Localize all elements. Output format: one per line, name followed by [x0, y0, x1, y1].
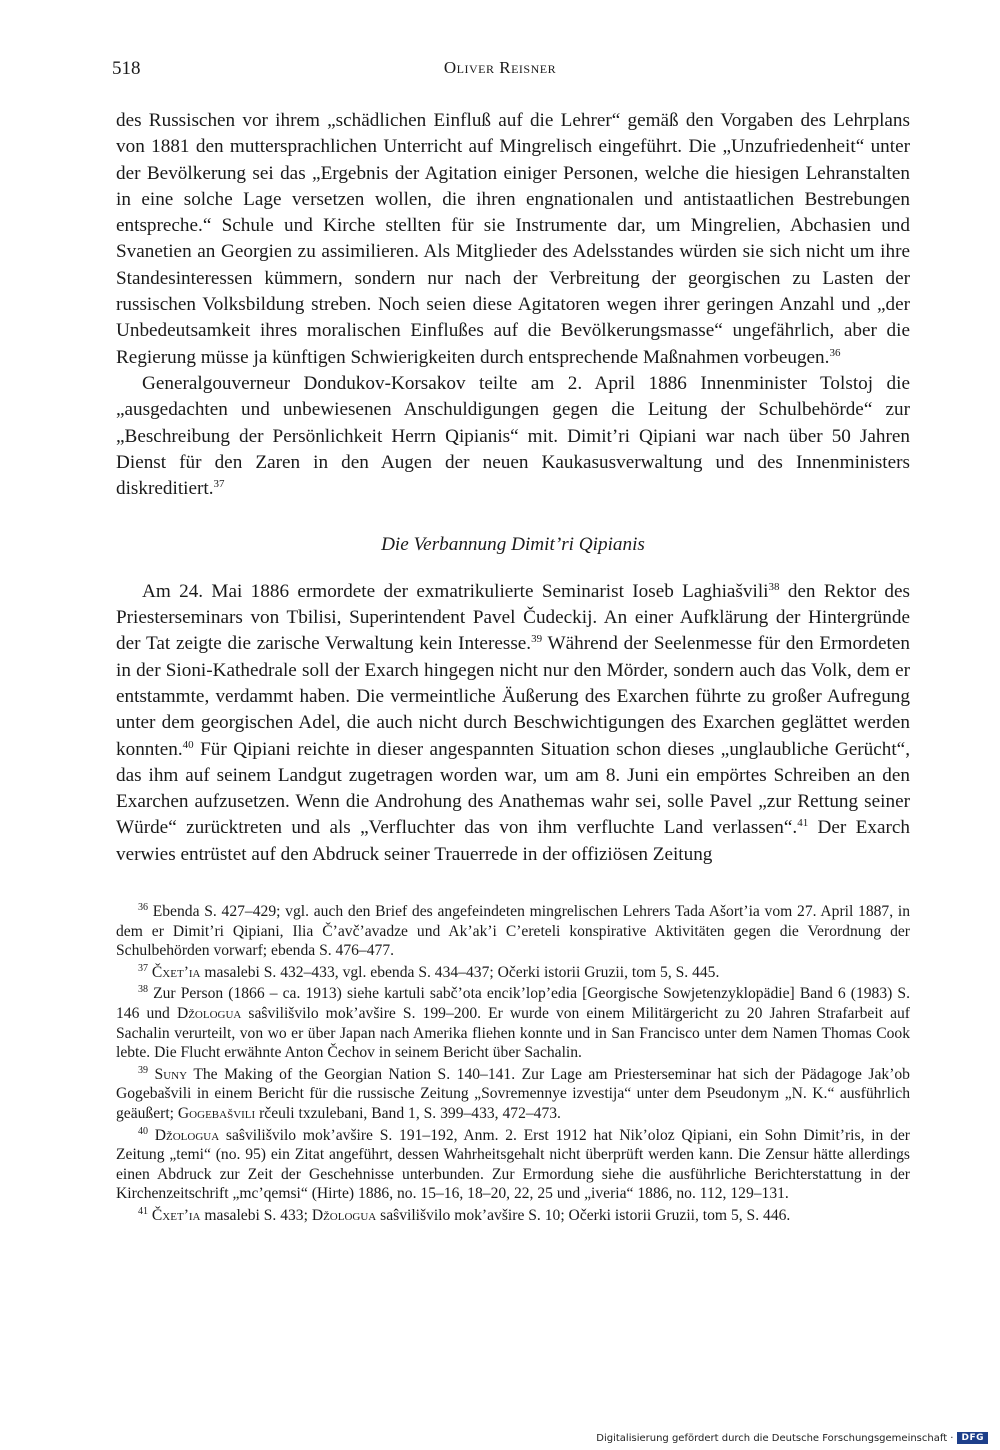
author-name: Čxet’ia	[151, 963, 201, 981]
main-text	[116, 108, 910, 868]
footnote-ref-40: 40	[182, 738, 194, 751]
footnote-39	[116, 1065, 910, 1124]
footnote-text: saŝvilišvilo mok’avšire S. 10; Očerki istorii Gruzii, tom 5, S. 446.	[376, 1206, 791, 1224]
paragraph-3-text-d: Für Qipiani reichte in dieser angespannten Situation schon dieses „unglaubliche Gerücht“, das ihm auf seinem Landgut zugetragen worden war, um am 8. Juni ein empörtes Schreiben an den Exarchen aufzusetzen. Wenn die Androhung des Anathemas wahr sei, solle Pavel „zur Rettung seiner Würde“ zurücktreten und als „Verfluchter das von ihm verfluchte Land verlassen“.	[116, 738, 910, 839]
running-head: Oliver Reisner	[443, 58, 557, 77]
footnote-ref-37: 37	[213, 478, 225, 491]
footnote-text: Zur Person (1866 – ca. 1913) siehe kartuli sabč’ota encik’lop’edia [Georgische Sowjetenzyklopädie] Band 6 (1983) S. 146 und	[116, 985, 910, 1022]
author-name: Suny	[154, 1065, 188, 1083]
footnote-text: Ebenda S. 427–429; vgl. auch den Brief des angefeindeten mingrelischen Lehrers Tada Ašort’ia vom 27. April 1887, in dem er Dimit’ri Qipiani, Ilia Č’avč’avadze und Ak’ak’i C’ereteli konspirative Aktivitäten gegen die Verordnung der Schulbehörden vorwarf; ebenda S. 476–477.	[116, 903, 910, 960]
footnote-text: The Making of the Georgian Nation S. 140–141. Zur Lage am Priesterseminar hat sich der Pädagoge Jak’ob Gogebašvili in einem Bericht für die russische Zeitung „Sovremennye izvestija“ unter dem Pseudonym „N. K.“ ausführlich geäußert;	[116, 1065, 910, 1122]
paragraph-3-text-a: Am 24. Mai 1886 ermordete der exmatrikulierte Seminarist Ioseb Laghiašvili	[142, 580, 769, 602]
footnote-number: 38	[138, 984, 148, 996]
author-name: Čxet’ia	[151, 1206, 201, 1224]
footnote-text: saŝvilišvilo mok’avšire S. 199–200. Er wurde von einem Militärgericht zu 20 Jahren Strafarbeit auf Sachalin verurteilt, von wo er über Japan nach Amerika fliehen konnte und in San Francisco unter dem Namen Thomas Cook lebte. Die Flucht erwähnte Anton Čechov in seinem Bericht über Sachalin.	[116, 1004, 911, 1062]
paragraph-1-text: des Russischen vor ihrem „schädlichen Einfluß auf die Lehrer“ gemäß den Vorgaben des Lehrplans von 1881 den muttersprachlichen Unterricht auf Mingrelisch eingeführt. Die „Unzufriedenheit“ unter der Bevölkerung sei das „Ergebnis der Agitation einiger Personen, welche die hiesigen Lehranstalten in eine solche Lage versetzen wollen, die ihren engnationalen und antistaatlichen Bestrebungen entspreche.“ Schule und Kirche stellten für sie Instrumente dar, um Mingrelien, Abchasien und Svanetien an Georgien zu assimilieren. Als Mitglieder des Adelsstandes würden sie sich nicht um ihre Standesinteressen kümmern, sondern nur nach der Verbreitung der georgischen zu Lasten der russischen Volksbildung streben. Noch seien diese Agitatoren wegen ihrer geringen Anzahl und „der Unbedeutsamkeit ihres moralischen Einflußes auf die Bevölkerungsmasse“ ungefährlich, aber die Regierung müsse ja künftigen Schwierigkeiten durch entsprechende Maßnahmen vorbeugen.	[116, 110, 910, 368]
footnote-ref-36: 36	[829, 346, 841, 359]
footnote-text: masalebi S. 432–433, vgl. ebenda S. 434–437; Očerki istorii Gruzii, tom 5, S. 445.	[200, 963, 720, 981]
footnote-number: 36	[138, 902, 148, 913]
author-name: Gogebašvili	[177, 1104, 256, 1122]
footnote-text: saŝvilišvilo mok’avšire S. 191–192, Anm. 2. Erst 1912 hat Nik’oloz Qipiani, ein Sohn Dimit’ris, in der Zeitung „temi“ (no. 95) ein Zitat angeführt, dessen Wahrheitsgehalt nicht überprüft werden kann. Die Zensur hätte allerdings einen Abdruck zur Zeit der Geschehnisse unterbunden. Zur Ermordung siehe die ausführliche Berichterstattung in der Kirchenzeitschrift „mc’qemsi“ (Hirte) 1886, no. 15–16, 18–20, 22, 25 und „iveria“ 1886, no. 112, 129–131.	[116, 1126, 911, 1203]
credit-text: Digitalisierung gefördert durch die Deutsche Forschungsgemeinschaft ·	[596, 1432, 954, 1444]
footnote-text: rčeuli txzulebani, Band 1, S. 399–433, 472–473.	[255, 1104, 561, 1122]
author-name: Džologua	[176, 1004, 242, 1022]
footnote-40	[116, 1126, 910, 1204]
paragraph-2-text: Generalgouverneur Dondukov-Korsakov teilte am 2. April 1886 Innenminister Tolstoj die „ausgedachten und unbewiesenen Anschuldigungen gegen die Leitung der Schulbehörde“ zur „Beschreibung der Persönlichkeit Herrn Qipianis“ mit. Dimit’ri Qipiani war nach über 50 Jahren Dienst für den Zaren in den Augen der neuen Kaukasusverwaltung und des Innenministers diskreditiert.	[116, 372, 910, 500]
footnote-37	[116, 963, 910, 983]
footnote-36	[116, 902, 910, 961]
footnote-ref-39: 39	[531, 633, 543, 646]
footnote-38	[116, 984, 910, 1062]
paragraph-3	[116, 579, 910, 868]
footnote-number: 39	[138, 1064, 148, 1076]
digitization-credit	[596, 1432, 988, 1444]
author-name: Džologua	[154, 1126, 220, 1144]
footnote-ref-41: 41	[797, 817, 809, 830]
footnotes	[116, 902, 910, 1228]
paragraph-3-text-c: Während der Seelenmesse für den Ermordeten in der Sioni-Kathedrale soll der Exarch hingegen nicht nur den Mörder, sondern auch das Volk, dem er entstammte, verdammt haben. Die vermeintliche Äußerung des Exarchen führte zu großer Aufregung unter dem georgischen Adel, die auch nicht durch Beschwichtigungen des Exarchen geglättet werden konnten.	[116, 633, 910, 760]
paragraph-3-text-b: den Rektor des Priesterseminars von Tbilisi, Superintendent Pavel Čudeckij. An einer Aufklärung der Hintergründe der Tat zeigte die zarische Verwaltung kein Interesse.	[116, 580, 910, 655]
footnote-text: masalebi S. 433;	[200, 1206, 312, 1224]
footnote-41	[116, 1206, 910, 1226]
footnote-number: 40	[138, 1125, 148, 1137]
paragraph-3-text-e: Der Exarch verwies entrüstet auf den Abdruck seiner Trauerrede in der offiziösen Zeitung	[116, 817, 910, 865]
footnote-number: 37	[138, 962, 148, 974]
paragraph-2	[116, 371, 910, 502]
footnote-ref-38: 38	[768, 580, 780, 593]
page-number: 518	[112, 58, 141, 79]
section-heading: Die Verbannung Dimit’ri Qipianis	[381, 534, 645, 556]
footnote-number: 41	[138, 1205, 148, 1217]
paragraph-1	[116, 108, 910, 371]
author-name: Džologua	[311, 1206, 377, 1224]
dfg-logo-icon: DFG	[957, 1432, 988, 1444]
